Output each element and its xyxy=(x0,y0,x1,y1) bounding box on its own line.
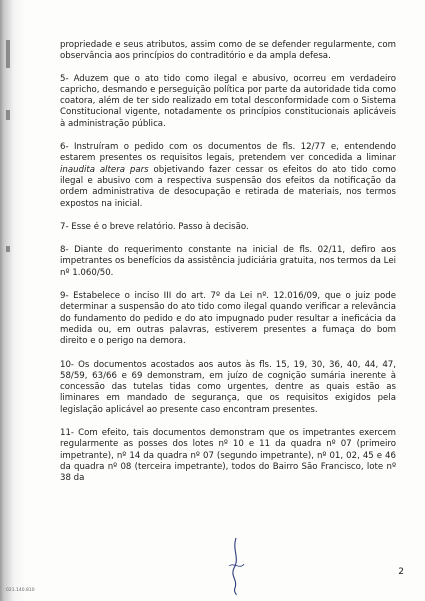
scan-artifact xyxy=(6,40,10,68)
paragraph-5: 5- Aduzem que o ato tido como ilegal e abusivo, ocorreu em verdadeiro capricho, desmando e perseguição política por parte da autoridade tida como coatora, além de ter sido realizado em total desconformidade com o Sistema Constitucional vigente, notadamente os princípios constitucionais aplicáveis à administração pública. xyxy=(60,73,396,129)
paragraph-top: propriedade e seus atributos, assim como de se defender regularmente, com observância aos princípios do contraditório e da ampla defesa. xyxy=(60,40,396,62)
footer-code: 021.140.810 xyxy=(6,588,35,593)
paragraph-6-text-end: objetivando fazer cessar os efeitos do ato tido como ilegal e abusivo com a respectiva suspensão dos efeitos da notificação da ordem administrativa de desocupação e retirada de materiais, nos termos expostos na inicial. xyxy=(60,164,396,209)
paragraph-10: 10- Os documentos acostados aos autos às fls. 15, 19, 30, 36, 40, 44, 47, 58/59, 63/66 e 69 demonstram, em juízo de cognição sumária inerente à concessão das tutelas tidas como urgentes, dentre as quais estão as liminares em mandado de segurança, que os requisitos exigidos pela legislação aplicável ao presente caso encontram presentes. xyxy=(60,359,396,415)
paragraph-7: 7- Esse é o breve relatório. Passo à decisão. xyxy=(60,221,249,232)
paragraph-11: 11- Com efeito, tais documentos demonstram que os impetrantes exercem regularmente as posses dos lotes nº 10 e 11 da quadra nº 07 (primeiro impetrante), nº 14 da quadra nº 07 (segundo impetrante), nº 01, 02, 45 e 46 da quadra nº 08 (terceira impetrante), todos do Bairro São Francisco, lote nº 38 da xyxy=(60,428,396,484)
handwritten-signature xyxy=(224,536,248,596)
scan-artifact xyxy=(6,110,10,120)
paragraph-6 xyxy=(60,142,396,210)
document-body xyxy=(60,40,396,497)
paragraph-6-text-start: 6- Instruíram o pedido com os documentos de fls. 12/77 e, entendendo estarem presentes os requisitos legais, pretendem ver concedida a liminar xyxy=(60,142,396,164)
paragraph-6-latin-term: inaudita altera pars xyxy=(60,164,149,175)
scan-binding-edge xyxy=(0,0,26,601)
page-number: 2 xyxy=(398,567,404,577)
scan-artifact xyxy=(6,246,10,252)
paragraph-8: 8- Diante do requerimento constante na inicial de fls. 02/11, defiro aos impetrantes os benefícios da assistência judiciária gratuita, nos termos da Lei nº 1.060/50. xyxy=(60,245,396,278)
paragraph-9: 9- Estabelece o inciso III do art. 7º da Lei nº. 12.016/09, que o juiz pode determinar a suspensão do ato tido como ilegal quando verificar a relevância do fundamento do pedido e do ato impugnado puder resultar a ineficácia da medida ou, em outras palavras, estiverem presentes a fumaça do bom direito e o perigo na demora. xyxy=(60,291,396,347)
